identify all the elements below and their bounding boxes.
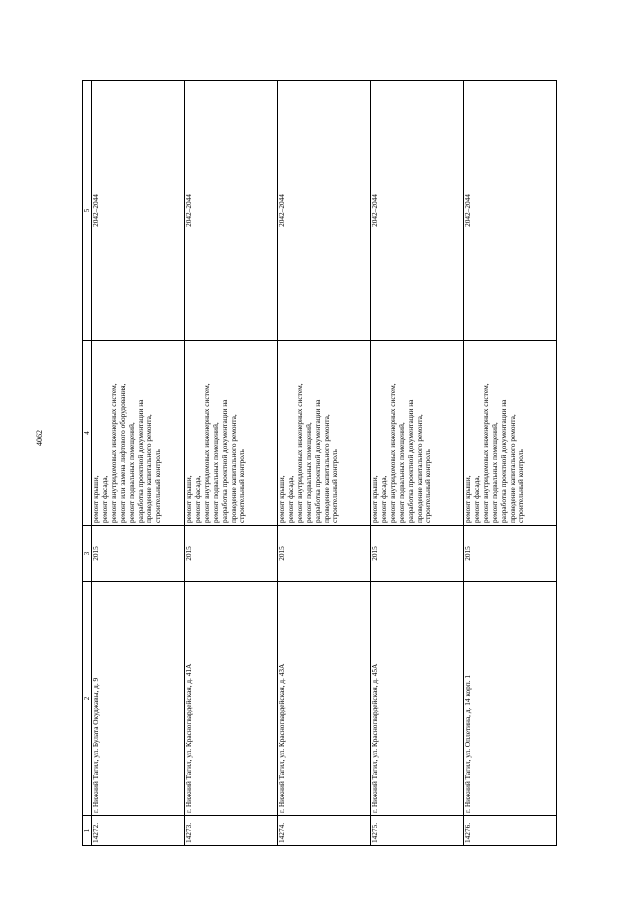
work-item: строительный контроль <box>330 449 340 523</box>
work-item: ремонт крыши, <box>277 475 286 523</box>
address-cell: г. Нижний Тагил, ул. Красногвардейская, д. 45А <box>371 582 464 816</box>
work-item: ремонт фасада, <box>192 475 202 523</box>
header-cell: 5 <box>83 81 92 341</box>
period-cell: 2042–2044 <box>278 81 371 341</box>
works-cell <box>464 341 557 526</box>
header-cell: 1 <box>83 816 92 846</box>
work-item: ремонт подвальных помещений, <box>210 422 220 523</box>
work-item: ремонт подвальных помещений, <box>303 422 313 523</box>
work-item: ремонт фасада, <box>285 475 295 523</box>
year-cell: 2015 <box>464 526 557 582</box>
row-number-cell: 14272. <box>92 816 185 846</box>
work-item: проведение капитального ремонта, <box>507 414 517 523</box>
work-item: ремонт внутридомовых инженерных систем, <box>387 383 397 523</box>
year-cell: 2015 <box>278 526 371 582</box>
table-row <box>371 81 464 846</box>
work-item: ремонт внутридомовых инженерных систем, <box>201 383 211 523</box>
address-cell: г. Нижний Тагил, ул. Красногвардейская, д. 41А <box>185 582 278 816</box>
table-row <box>278 81 371 846</box>
work-item: ремонт фасада, <box>378 475 388 523</box>
year-cell: 2015 <box>185 526 278 582</box>
period-cell: 2042–2044 <box>185 81 278 341</box>
period-cell: 2042–2044 <box>371 81 464 341</box>
works-cell <box>278 341 371 526</box>
work-item: ремонт крыши, <box>184 475 193 523</box>
work-item: разработка проектной документации на <box>405 399 415 523</box>
work-item: разработка проектной документации на <box>135 399 145 523</box>
address-cell: г. Нижний Тагил, ул. Красногвардейская, д. 43А <box>278 582 371 816</box>
works-cell <box>185 341 278 526</box>
row-number-cell: 14273. <box>185 816 278 846</box>
address-cell: г. Нижний Тагил, ул. Оплетина, д. 14 корп. 1 <box>464 582 557 816</box>
work-item: строительный контроль <box>237 449 247 523</box>
work-item: ремонт или замена лифтового оборудования, <box>117 383 127 523</box>
year-cell: 2015 <box>92 526 185 582</box>
work-item: ремонт подвальных помещений, <box>126 422 136 523</box>
work-item: ремонт внутридомовых инженерных систем, <box>108 383 118 523</box>
period-cell: 2042–2044 <box>92 81 185 341</box>
header-cell: 4 <box>83 341 92 526</box>
period-cell: 2042–2044 <box>464 81 557 341</box>
work-item: ремонт фасада, <box>99 475 109 523</box>
work-item: ремонт крыши, <box>463 475 472 523</box>
row-number-cell: 14274. <box>278 816 371 846</box>
work-item: ремонт подвальных помещений, <box>396 422 406 523</box>
work-item: разработка проектной документации на <box>312 399 322 523</box>
work-item: проведение капитального ремонта, <box>228 414 238 523</box>
work-item: разработка проектной документации на <box>498 399 508 523</box>
work-item: ремонт крыши, <box>91 475 100 523</box>
work-item: ремонт крыши, <box>370 475 379 523</box>
works-cell <box>371 341 464 526</box>
work-item: проведение капитального ремонта, <box>144 414 154 523</box>
table-row <box>464 81 557 846</box>
page-number: 4062 <box>35 430 44 446</box>
header-cell: 3 <box>83 526 92 582</box>
work-item: строительный контроль <box>423 449 433 523</box>
rotated-table-wrapper <box>82 80 577 846</box>
row-number-cell: 14276. <box>464 816 557 846</box>
work-item: строительный контроль <box>153 449 163 523</box>
work-item: проведение капитального ремонта, <box>414 414 424 523</box>
address-cell: г. Нижний Тагил, ул. Булата Окуджавы, д. 9 <box>92 582 185 816</box>
repair-schedule-table <box>82 80 557 846</box>
work-item: проведение капитального ремонта, <box>321 414 331 523</box>
table-row <box>185 81 278 846</box>
work-item: ремонт подвальных помещений, <box>489 422 499 523</box>
row-number-cell: 14275. <box>371 816 464 846</box>
work-item: ремонт внутридомовых инженерных систем, <box>294 383 304 523</box>
work-item: ремонт внутридомовых инженерных систем, <box>480 383 490 523</box>
works-cell <box>92 341 185 526</box>
work-item: разработка проектной документации на <box>219 399 229 523</box>
year-cell: 2015 <box>371 526 464 582</box>
table-row <box>92 81 185 846</box>
header-cell: 2 <box>83 582 92 816</box>
work-item: ремонт фасада, <box>471 475 481 523</box>
work-item: строительный контроль <box>516 449 526 523</box>
